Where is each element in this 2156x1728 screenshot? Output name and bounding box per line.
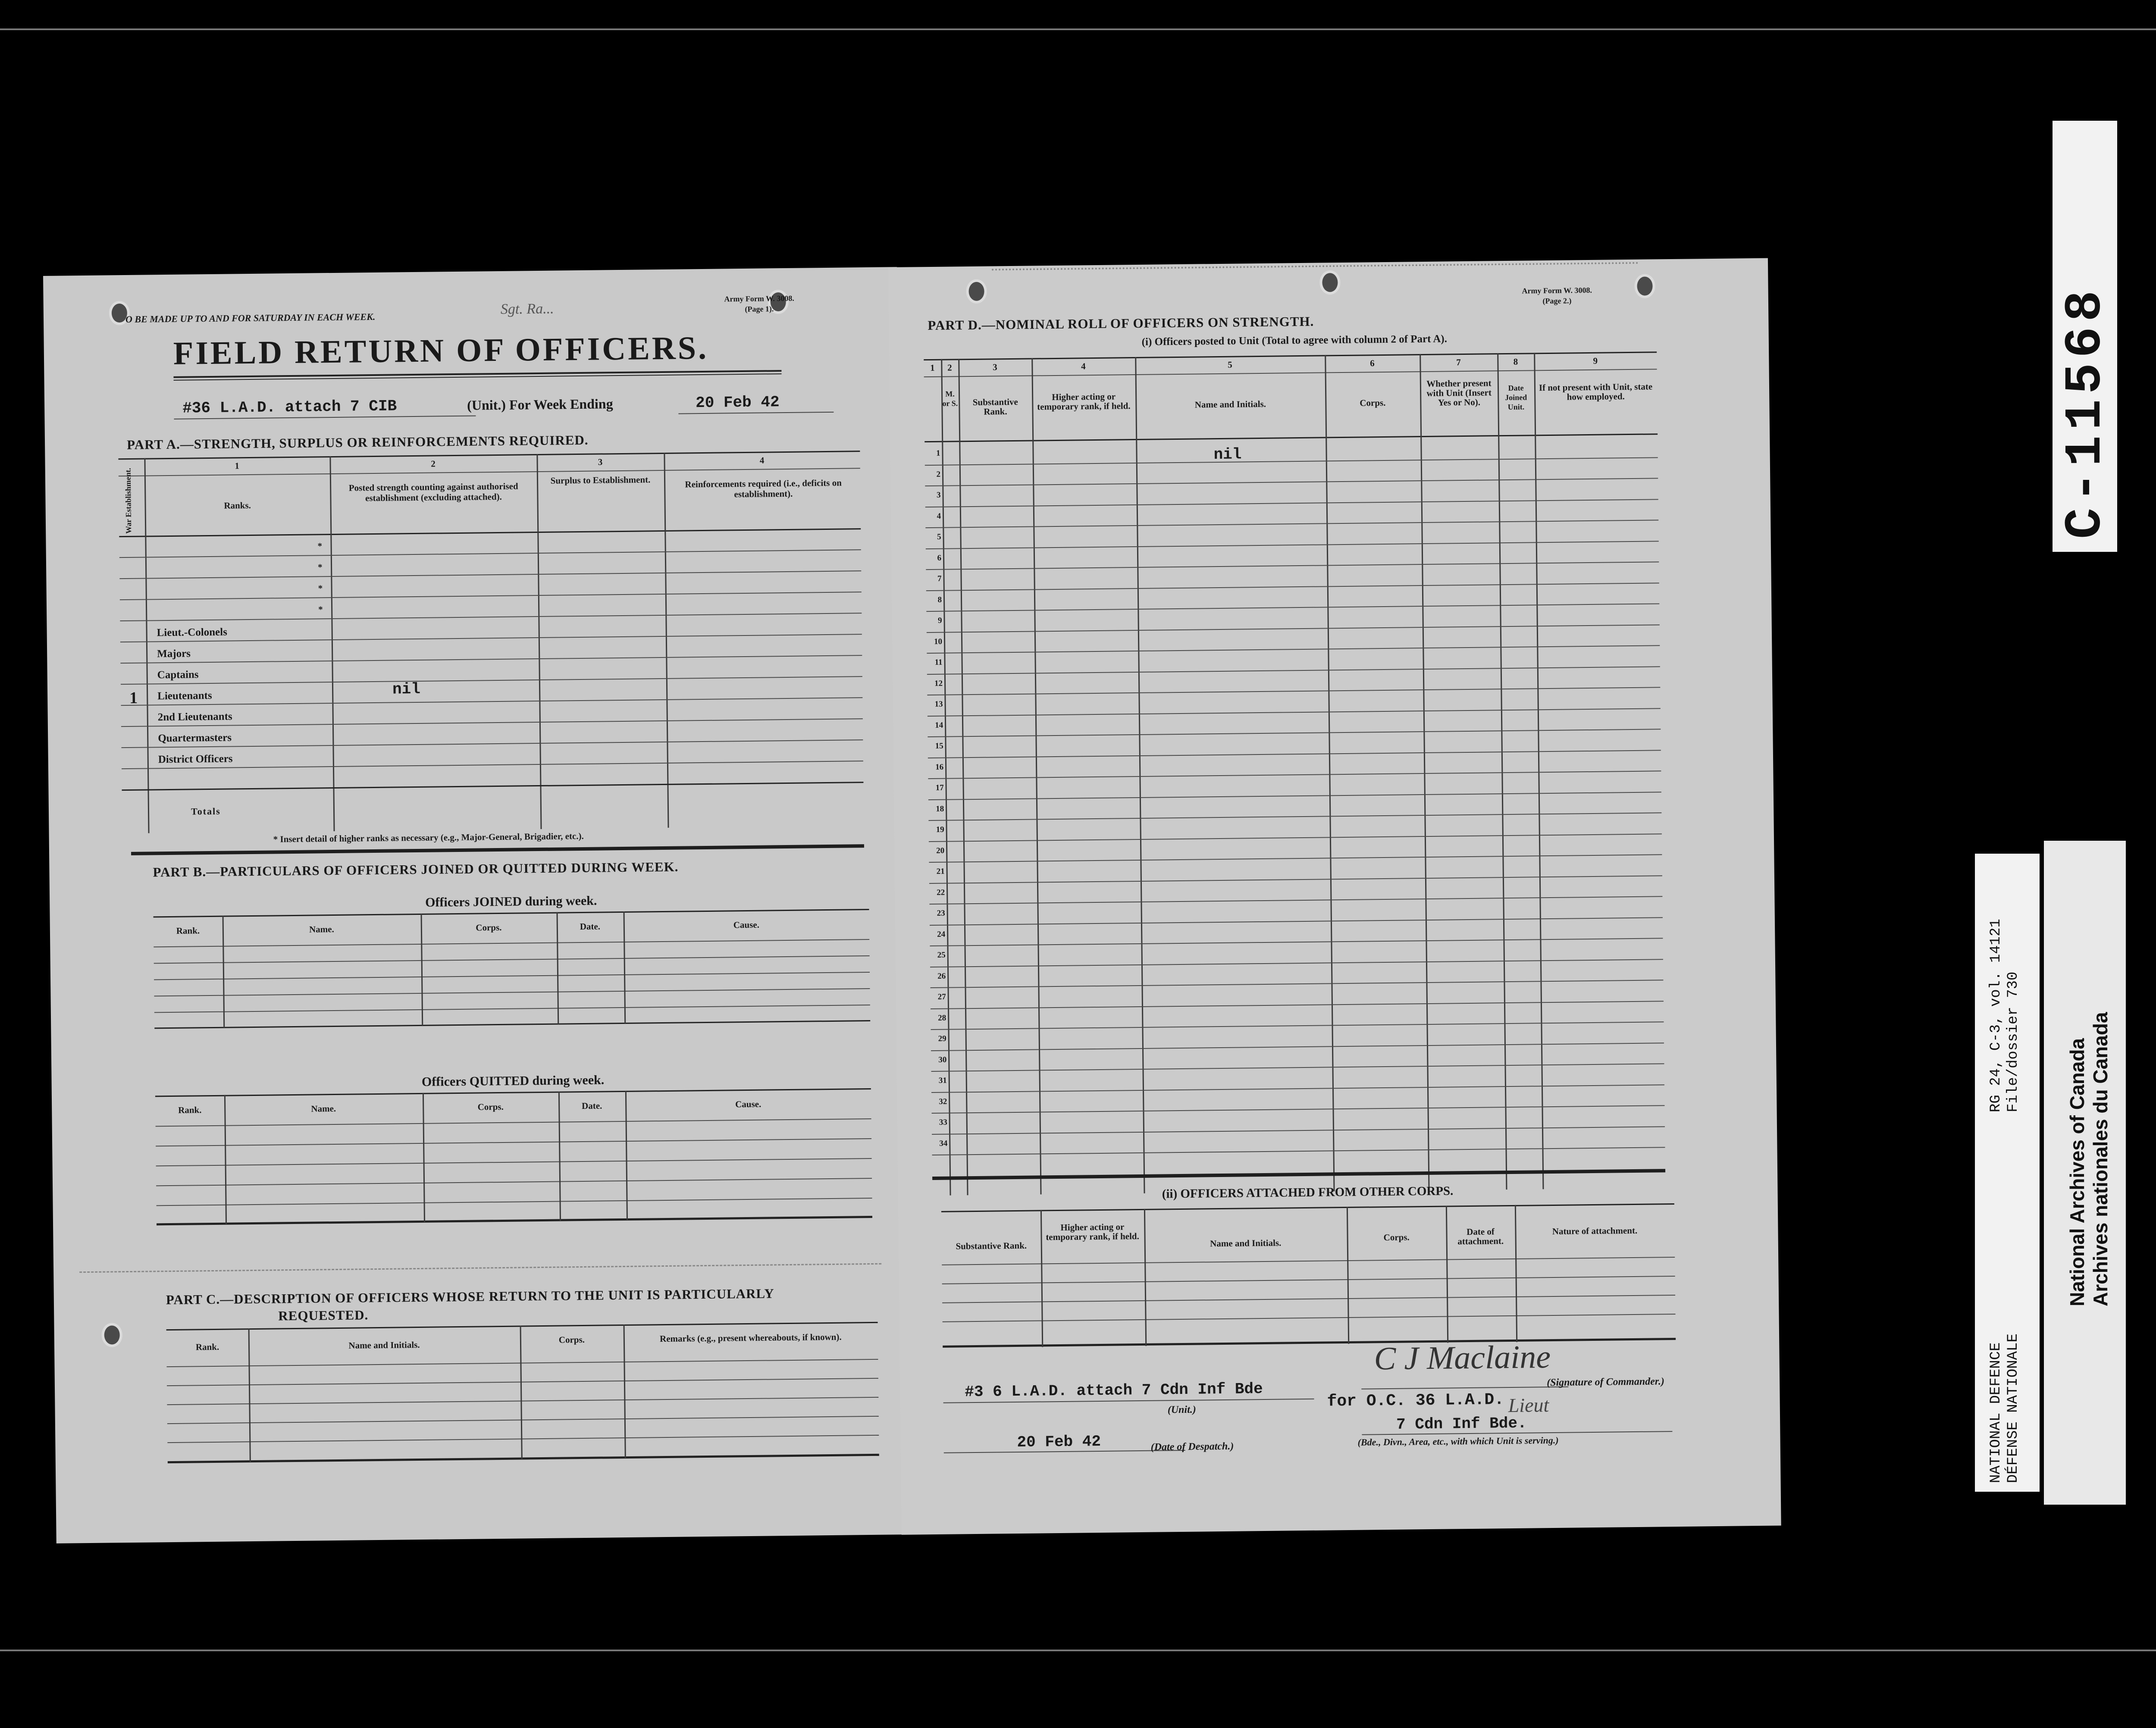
header-note: O BE MADE UP TO AND FOR SATURDAY IN EACH WEEK. <box>125 311 376 325</box>
roll-row-line <box>928 812 1661 821</box>
roll-row-number: 8 <box>937 595 942 604</box>
form-title: FIELD RETURN OF OFFICERS. <box>173 329 709 372</box>
roll-row-number: 32 <box>939 1097 947 1106</box>
rank-lieutenants: Lieutenants <box>157 689 212 702</box>
punch-hole <box>1634 274 1655 298</box>
roll-row-line <box>927 645 1660 654</box>
roll-row-line <box>928 750 1661 758</box>
roll-row-number: 18 <box>936 804 944 814</box>
week-underline <box>678 412 834 414</box>
roll-row-line <box>932 1105 1665 1114</box>
roll-row-number: 12 <box>934 679 943 688</box>
roll-row-line <box>932 1147 1665 1155</box>
roll-row-line <box>925 478 1658 486</box>
fold-line <box>79 1263 881 1273</box>
part-d-sub-ii: (ii) OFFICERS ATTACHED FROM OTHER CORPS. <box>1162 1184 1454 1201</box>
national-archives-sticker <box>2044 841 2126 1505</box>
part-c-table: Rank. Name and Initials. Corps. Remarks (e.g., present whereabouts, if known). <box>166 1322 879 1467</box>
roll-row-line <box>926 561 1659 570</box>
posted-strength-value: nil <box>392 680 421 698</box>
handwritten-rank: Lieut <box>1508 1394 1549 1417</box>
right-page <box>888 258 1781 1535</box>
roll-row-number: 1 <box>936 448 940 458</box>
roll-row-line <box>928 708 1661 717</box>
unit-typed: #36 L.A.D. attach 7 CIB <box>182 397 397 417</box>
part-d-heading: PART D.—NOMINAL ROLL OF OFFICERS ON STRENGTH. <box>928 313 1314 333</box>
col-war-establishment: War Establishment. <box>123 468 133 534</box>
bottom-frame-line <box>0 1650 2156 1651</box>
footer-date-typed: 20 Feb 42 <box>1017 1432 1101 1452</box>
archive-ref-2: File/dossier 730 <box>2005 971 2021 1112</box>
roll-row-number: 16 <box>935 762 944 772</box>
roll-row-line <box>929 896 1662 905</box>
col-reinforcements: Reinforcements required (i.e., deficits on establishment). <box>685 477 842 500</box>
handwritten-note: Sgt. Ra... <box>500 301 554 317</box>
rank-majors: Majors <box>157 648 191 660</box>
national-archives-fr: Archives nationales du Canada <box>2089 1012 2112 1306</box>
punch-hole <box>966 279 987 304</box>
reel-number-sticker <box>2053 121 2117 552</box>
signature-label: (Signature of Commander.) <box>1547 1376 1665 1389</box>
rank-2nd-lieutenants: 2nd Lieutenants <box>157 711 232 723</box>
roll-row-number: 25 <box>937 950 946 960</box>
roll-row-number: 21 <box>936 867 945 876</box>
quitted-heading: Officers QUITTED during week. <box>421 1073 605 1089</box>
roll-row-line <box>929 875 1662 884</box>
roll-row-line <box>928 792 1661 800</box>
rank-captains: Captains <box>157 669 199 681</box>
totals-label: Totals <box>191 805 221 817</box>
roll-row-number: 19 <box>936 825 944 834</box>
nominal-roll-nil: nil <box>1213 445 1242 464</box>
roll-row-number: 26 <box>937 971 946 981</box>
footer-unit-typed: #3 6 L.A.D. attach 7 Cdn Inf Bde <box>965 1380 1263 1401</box>
roll-row-number: 6 <box>937 553 942 563</box>
rank-quartermasters: Quartermasters <box>158 732 232 745</box>
roll-row-line <box>928 729 1661 737</box>
roll-row-line <box>929 854 1662 863</box>
perforation-line <box>992 262 1639 271</box>
rank-lieut-colonels: Lieut.-Colonels <box>157 626 228 639</box>
form-number-2: Army Form W. 3008. <box>1522 285 1592 295</box>
nominal-roll-table: 1 2 3 4 5 6 7 8 9 M. or S. Substantive Rank. Higher acting or temporary rank, if held. Name and Initials. Corps. Whether present with Unit (Insert Yes or No). Date Joined Unit. If not present with Unit, state how employed. nil 1 2 3 4 5 6 7 8 9 10 11 12 13 14 15 16 17 18 19 20 21 22 23 24 25 26 27 28 29 30 31 32 33 34 <box>924 351 1665 1196</box>
col-ranks: Ranks. <box>224 500 251 511</box>
roll-row-number: 17 <box>935 783 944 792</box>
roll-row-line <box>930 917 1663 926</box>
roll-row-line <box>930 938 1663 946</box>
footer-date-label: (Date of Despatch.) <box>1150 1440 1234 1453</box>
col-posted: Posted strength counting against authorised establishment (excluding attached). <box>348 481 518 504</box>
roll-row-number: 27 <box>937 992 946 1002</box>
joined-table: Rank. Name. Corps. Date. Cause. <box>154 909 871 1028</box>
roll-row-number: 2 <box>936 470 941 479</box>
col-surplus: Surplus to Establishment. <box>550 474 651 486</box>
part-a-footnote: * Insert detail of higher ranks as necessary (e.g., Major-General, Brigadier, etc.). <box>273 830 584 845</box>
roll-row-number: 11 <box>934 657 943 667</box>
punch-hole <box>1319 270 1341 294</box>
roll-row-line <box>931 1042 1664 1051</box>
form-number: Army Form W. 3008. <box>724 294 794 304</box>
roll-row-number: 14 <box>935 720 943 730</box>
defense-nationale: DÉFENSE NATIONALE <box>2005 1334 2021 1483</box>
roll-row-line <box>928 770 1661 779</box>
footer-for-oc: for O.C. 36 L.A.D. <box>1327 1390 1504 1411</box>
roll-row-number: 7 <box>937 574 942 583</box>
unit-label: (Unit.) For Week Ending <box>467 396 613 413</box>
part-c-heading-2: REQUESTED. <box>278 1307 369 1324</box>
roll-row-number: 3 <box>936 490 941 500</box>
roll-row-line <box>925 520 1658 528</box>
signature: C J Maclaine <box>1374 1339 1551 1377</box>
part-a-table: 1 2 3 4 War Establishment. Ranks. Posted strength counting against authorised establishment (excluding attached). Surplus to Establishment. Reinforcements required (i.e., deficits on establishment). * * * * Lieut.-Colonels Majors Captains Lieutenants 2nd Lieutenants Quartermasters District Officers 1 nil Totals <box>118 451 864 833</box>
roll-row-line <box>926 541 1659 549</box>
roll-row-line <box>925 457 1658 466</box>
roll-row-number: 33 <box>939 1118 947 1127</box>
roll-row-number: 29 <box>938 1034 946 1043</box>
roll-row-line <box>931 1063 1664 1072</box>
roll-row-number: 9 <box>937 616 942 625</box>
roll-row-number: 4 <box>937 511 941 521</box>
roll-row-number: 13 <box>934 699 943 709</box>
roll-row-number: 28 <box>938 1013 946 1023</box>
roll-row-number: 20 <box>936 846 945 855</box>
footer-unit-label: (Unit.) <box>1167 1404 1196 1416</box>
part-d-sub-i: (i) Officers posted to Unit (Total to agree with column 2 of Part A). <box>1141 333 1448 348</box>
roll-row-line <box>930 959 1663 967</box>
punch-hole <box>101 1323 122 1347</box>
left-page <box>43 267 910 1543</box>
roll-row-line <box>926 582 1659 591</box>
footer-brigade: 7 Cdn Inf Bde. <box>1396 1414 1527 1434</box>
part-a-divider <box>131 844 864 855</box>
rank-district-officers: District Officers <box>158 753 233 766</box>
part-a-heading: PART A.—STRENGTH, SURPLUS OR REINFORCEMENTS REQUIRED. <box>126 432 589 452</box>
roll-row-number: 24 <box>937 930 946 939</box>
attached-table: Substantive Rank. Higher acting or temporary rank, if held. Name and Initials. Corps. Date of attachment. Nature of attachment. <box>941 1203 1676 1353</box>
part-c-heading-1: PART C.—DESCRIPTION OF OFFICERS WHOSE RETURN TO THE UNIT IS PARTICULARLY <box>166 1286 774 1308</box>
roll-row-number: 31 <box>938 1076 947 1085</box>
joined-heading: Officers JOINED during week. <box>425 893 597 910</box>
roll-row-line <box>927 624 1660 633</box>
war-establishment-lieutenants: 1 <box>129 689 138 707</box>
reel-number: C-11568 <box>2057 285 2115 539</box>
roll-row-line <box>926 603 1659 612</box>
top-frame-line <box>0 28 2156 30</box>
roll-row-number: 23 <box>937 908 945 918</box>
roll-row-number: 30 <box>938 1055 947 1064</box>
bde-label: (Bde., Divn., Area, etc., with which Unit is serving.) <box>1357 1434 1559 1448</box>
signature-underline <box>1361 1387 1568 1390</box>
national-archives-en: National Archives of Canada <box>2066 1038 2088 1306</box>
roll-row-number: 34 <box>939 1139 948 1148</box>
roll-row-line <box>927 687 1660 695</box>
national-defence: NATIONAL DEFENCE <box>1988 1342 2004 1483</box>
part-b-heading: PART B.—PARTICULARS OF OFFICERS JOINED OR QUITTED DURING WEEK. <box>153 859 679 880</box>
quitted-table: Rank. Name. Corps. Date. Cause. <box>155 1088 872 1229</box>
roll-row-number: 10 <box>934 637 943 646</box>
archive-reference-sticker <box>1975 854 2040 1492</box>
roll-row-line <box>927 666 1660 675</box>
roll-row-number: 5 <box>937 532 941 542</box>
form-page: (Page 1). <box>745 304 774 313</box>
roll-row-line <box>930 980 1663 988</box>
roll-row-line <box>931 1021 1664 1030</box>
week-ending: 20 Feb 42 <box>695 393 780 412</box>
roll-row-number: 22 <box>937 888 945 897</box>
roll-row-line <box>931 1084 1664 1093</box>
roll-row-line <box>931 1001 1664 1009</box>
roll-row-line <box>925 499 1658 507</box>
form-page-2: (Page 2.) <box>1542 296 1572 306</box>
roll-row-line <box>929 833 1662 842</box>
archive-ref-1: RG 24, C-3, vol. 14121 <box>1988 919 2004 1112</box>
roll-row-number: 15 <box>935 741 943 751</box>
roll-row-line <box>932 1126 1665 1135</box>
